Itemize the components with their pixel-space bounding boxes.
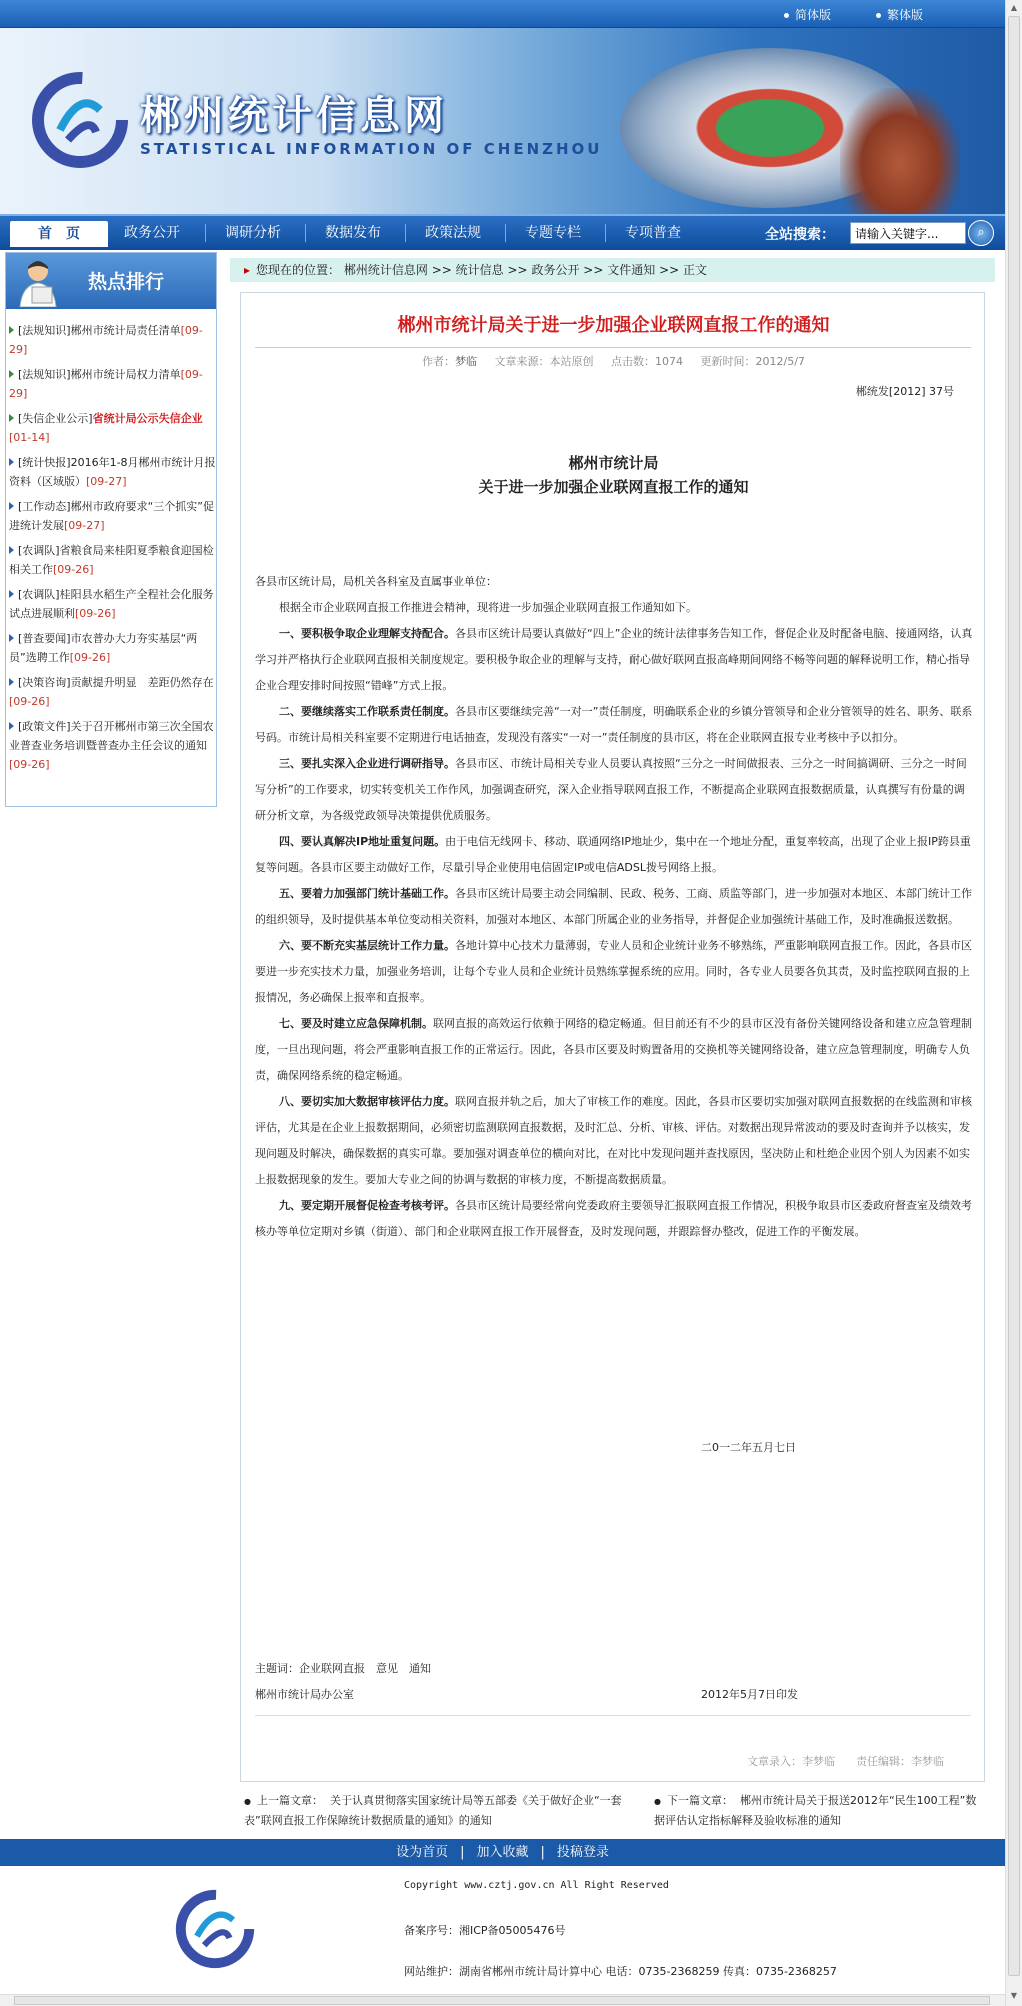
item-text: [政策文件]关于召开郴州市第三次全国农业普查业务培训暨普查办主任会议的通知 [9, 720, 214, 752]
hot-ranking-sidebar [5, 252, 217, 807]
item-text: [农调队]桂阳县水稻生产全程社会化服务试点进展顺利 [9, 588, 214, 620]
paragraph-text: 联网直报并轨之后，加大了审核工作的难度。因此，各县市区要切实加强对联网直报数据的在线监测和审核评估，尤其是在企业上报数据期间，必须密切监测联网直报数据，及时汇总、分析、审核、评估。对数据出现异常波动的要及时查询并予以核实，发现问题及时解决，确保数据的真实可靠。要加强对调查单位的横向对比，在对比中发现问题并查找原因，坚决防止和杜绝企业因个别人为因素不如实上报数据现象的发生。要加大专业之间的协调与数据的审核力度，不断提高数据质量。 [255, 1095, 972, 1186]
divider [255, 1715, 971, 1716]
list-item[interactable] [8, 409, 216, 447]
blue-arrow-icon [9, 590, 14, 598]
next-label: 下一篇文章： [666, 1794, 733, 1807]
paragraph [255, 1089, 973, 1193]
breadcrumb-sep: >> [659, 263, 680, 277]
scroll-down-icon[interactable]: ▼ [1010, 1991, 1018, 2000]
simplified-label: 简体版 [795, 8, 832, 22]
divider [255, 347, 971, 348]
paragraph-heading: 一、要积极争取企业理解支持配合。 [279, 627, 455, 640]
arrow-icon: ▸ [244, 263, 251, 277]
item-date: [09-26] [9, 695, 50, 708]
paragraph-heading: 八、要切实加大数据审核评估力度。 [279, 1095, 455, 1108]
search-button[interactable] [968, 220, 994, 246]
breadcrumb-notices[interactable]: 文件通知 [607, 263, 656, 277]
intro-paragraph: 根据全市企业联网直报工作推进会精神，现将进一步加强企业联网直报工作通知如下。 [279, 601, 697, 614]
source: 文章来源：本站原创 [494, 355, 594, 368]
article-credits [747, 1753, 944, 1769]
breadcrumb-current: 正文 [683, 263, 708, 277]
paragraph-heading: 二、要继续落实工作联系责任制度。 [279, 705, 455, 718]
traditional-label: 繁体版 [887, 8, 924, 22]
paragraph-text: 各地计算中心技术力量薄弱，专业人员和企业统计业务不够熟练，严重影响联网直报工作。因此，各县市区要进一步充实技术力量，加强业务培训，让每个专业人员和企业统计员熟练掌握系统的应用。同时，各专业人员要各负其责，及时监控联网直报的上报情况，务必确保上报率和直报率。 [255, 939, 972, 1004]
doc-title: 关于进一步加强企业联网直报工作的通知 [478, 478, 749, 496]
subject-words: 主题词：企业联网直报 意见 通知 [255, 1662, 431, 1675]
print-date: 2012年5月7日印发 [701, 1688, 798, 1701]
sculpture-image [840, 88, 960, 214]
article-meta [241, 353, 986, 369]
article-panel [240, 292, 985, 1782]
paragraph-text: 联网直报的高效运行依赖于网络的稳定畅通。但目前还有不少的县市区没有备份关键网络设备和建立应急管理制度，一旦出现问题，将会严重影响直报工作的正常运行。因此，各县市区要及时购置备用的交换机等关键网络设备，建立应急管理制度，明确专人负责，确保网络系统的稳定畅通。 [255, 1017, 972, 1082]
nav-research[interactable]: 调研分析 [225, 225, 281, 241]
item-date: [09-29] [9, 324, 203, 356]
site-banner [0, 28, 1005, 214]
scroll-thumb[interactable] [1008, 16, 1020, 1976]
item-date: [09-26] [69, 651, 111, 664]
item-text: [法规知识]郴州市统计局责任清单 [18, 324, 181, 337]
nav-policy[interactable]: 政策法规 [425, 225, 481, 241]
bullet-icon: ● [244, 1797, 251, 1806]
submit-login-link[interactable]: 投稿登录 [556, 1845, 609, 1860]
nav-census[interactable]: 专项普查 [625, 225, 681, 241]
search-input[interactable] [850, 222, 966, 244]
paragraph [255, 829, 973, 881]
paragraph-text: 各县市区统计局要经常向党委政府主要领导汇报联网直报工作情况，积极争取县市区委政府督查室及绩效考核办等单位定期对乡镇（街道）、部门和企业联网直报工作开展督查，及时发现问题，并跟踪督办整改，促进工作的平衡发展。 [255, 1199, 972, 1238]
list-item[interactable] [8, 717, 216, 774]
scroll-thumb[interactable] [14, 1996, 990, 2005]
nav-divider [205, 224, 206, 242]
update-time: 更新时间：2012/5/7 [700, 355, 805, 368]
blue-arrow-icon [9, 458, 14, 466]
item-text: [工作动态]郴州市政府要求“三个抓实”促进统计发展 [9, 500, 214, 532]
paragraph-heading: 四、要认真解决IP地址重复问题。 [279, 835, 446, 848]
breadcrumb [230, 258, 995, 282]
sidebar-header [6, 253, 216, 309]
breadcrumb-prefix: 您现在的位置： [256, 263, 341, 277]
blue-arrow-icon [9, 722, 14, 730]
prev-label: 上一篇文章： [256, 1794, 323, 1807]
vertical-scrollbar[interactable] [1005, 0, 1022, 2006]
blue-arrow-icon [9, 502, 14, 510]
nav-divider [305, 224, 306, 242]
list-item[interactable] [8, 453, 216, 491]
item-date: [09-29] [9, 368, 203, 400]
item-date: [01-14] [9, 431, 50, 444]
article-title: 郴州市统计局关于进一步加强企业联网直报工作的通知 [397, 315, 830, 336]
paragraph-text: 各县市区要继续完善“一对一”责任制度，明确联系企业的乡镇分管领导和企业分管领导的姓名、职务、联系号码。市统计局相关科室要不定期进行电话抽查，发现没有落实“一对一”责任制度的县市区，将在企业联网直报专业考核中予以扣分。 [255, 705, 973, 744]
set-homepage-link[interactable]: 设为首页 [396, 1845, 449, 1860]
item-date: [09-26] [75, 607, 116, 620]
blue-arrow-icon [9, 546, 14, 554]
breadcrumb-sep: >> [431, 263, 452, 277]
paragraph [255, 621, 973, 699]
sidebar-title: 热点排行 [88, 271, 165, 293]
paragraph-heading: 九、要定期开展督促检查考核考评。 [279, 1199, 455, 1212]
item-date: [09-26] [9, 758, 50, 771]
list-item[interactable] [8, 585, 216, 623]
item-date: [09-26] [53, 563, 94, 576]
doc-org: 郴州市统计局 [568, 454, 659, 472]
nav-government-affairs[interactable]: 政务公开 [124, 225, 180, 241]
site-title: 郴州统计信息网 [140, 93, 448, 139]
item-date: [09-27] [86, 475, 127, 488]
green-arrow-icon [9, 370, 14, 378]
hot-list [6, 309, 216, 774]
prev-next-nav [244, 1791, 986, 1831]
next-article [654, 1791, 984, 1830]
horizontal-scrollbar[interactable] [0, 1994, 1005, 2006]
item-date: [09-27] [64, 519, 105, 532]
nav-home[interactable]: 首 页 [10, 221, 108, 247]
blue-arrow-icon [9, 678, 14, 686]
main-nav [0, 214, 1005, 250]
list-item[interactable] [8, 365, 216, 403]
person-icon [14, 257, 62, 307]
search-label: 全站搜索： [765, 227, 835, 243]
breadcrumb-sep: >> [583, 263, 604, 277]
breadcrumb-stat-info[interactable]: 统计信息 [455, 263, 504, 277]
list-item[interactable] [8, 629, 216, 667]
nav-divider [405, 224, 406, 242]
author-label: 作者： [422, 355, 456, 368]
issuer: 郴州市统计局办公室 [255, 1688, 354, 1701]
next-article-link[interactable]: 郴州市统计局关于报送2012年“民生100工程”数据评估认定指标解释及验收标准的通知 [654, 1794, 977, 1827]
list-item[interactable] [8, 321, 216, 359]
list-item[interactable] [8, 497, 216, 535]
site-footer [0, 1866, 1005, 1994]
copyright: Copyright www.cztj.gov.cn All Right Reserved [404, 1880, 669, 1891]
green-arrow-icon [9, 414, 14, 422]
nav-divider [505, 224, 506, 242]
item-highlight: 省统计局公示失信企业 [92, 412, 203, 425]
item-text: [决策咨询]贡献提升明显 差距仍然存在 [18, 676, 214, 689]
scroll-up-icon[interactable]: ▲ [1010, 3, 1018, 12]
paragraph-text: 由于电信无线网卡、移动、联通网络IP地址少，集中在一个地址分配，重复率较高，出现了企业上报IP跨县重复等问题。各县市区要主动做好工作，尽量引导企业使用电信固定IP或电信ADSL拨号网络上报。 [255, 835, 971, 874]
breadcrumb-sep: >> [507, 263, 528, 277]
article-body [255, 569, 973, 1245]
paragraph [255, 1011, 973, 1089]
paragraph-text: 各县市区、市统计局相关专业人员要认真按照“三分之一时间做报表、三分之一时间搞调研、三分之一时间写分析”的工作要求，切实转变机关工作作风，加强调查研究，深入企业指导联网直报工作，不断提高企业联网直报数据质量，认真撰写有份量的调研分析文章，为各级党政领导决策提供优质服务。 [255, 757, 967, 822]
paragraph-heading: 六、要不断充实基层统计工作力量。 [279, 939, 455, 952]
paragraph [255, 933, 973, 1011]
footer-logo-icon [170, 1884, 260, 1974]
footer-links [0, 1839, 1005, 1866]
nav-data-release[interactable]: 数据发布 [325, 225, 381, 241]
paragraph-heading: 五、要着力加强部门统计基础工作。 [279, 887, 455, 900]
prev-article [244, 1791, 636, 1830]
search-icon: ⌕ [977, 225, 985, 240]
simplified-link[interactable] [784, 6, 831, 23]
paragraph [255, 751, 973, 829]
paragraph-heading: 七、要及时建立应急保障机制。 [279, 1017, 433, 1030]
traditional-link[interactable] [876, 6, 923, 23]
footer-sep: | [460, 1845, 465, 1860]
item-text: [统计快报]2016年1-8月郴州市统计月报资料（区域版） [9, 456, 216, 488]
document-number: 郴统发[2012] 37号 [855, 385, 954, 398]
click-count: 点击数：1074 [611, 355, 684, 368]
paragraph [255, 1193, 973, 1245]
nav-topics[interactable]: 专题专栏 [525, 225, 581, 241]
list-item[interactable] [8, 541, 216, 579]
bullet-icon [876, 13, 881, 18]
item-text: [普查要闻]市农普办大力夯实基层“两员”选聘工作 [9, 632, 198, 664]
paragraph-text: 各县市区统计局要认真做好“四上”企业的统计法律事务告知工作，督促企业及时配备电脑、接通网络，认真学习并严格执行企业联网直报相关制度规定。要积极争取企业的理解与支持，耐心做好联网直报高峰期间网络不畅等问题的解释说明工作，精心指导企业合理安排时间按照“错峰”方式上报。 [255, 627, 973, 692]
green-arrow-icon [9, 326, 14, 334]
breadcrumb-gov-affairs[interactable]: 政务公开 [531, 263, 580, 277]
entry-by: 文章录入：李梦临 [747, 1755, 836, 1768]
maintainer-info: 网站维护：湖南省郴州市统计局计算中心 电话：0735-2368259 传真：0735-2368257 [404, 1965, 837, 1978]
paragraph [255, 699, 973, 751]
footer-sep: | [540, 1845, 545, 1860]
add-favorite-link[interactable]: 加入收藏 [476, 1845, 529, 1860]
sign-date: 二0一二年五月七日 [701, 1441, 796, 1454]
icp-number: 备案序号：湘ICP备05005476号 [404, 1924, 566, 1937]
prev-article-link[interactable]: 关于认真贯彻落实国家统计局等五部委《关于做好企业“一套表”联网直报工作保障统计数据质量的通知》的通知 [244, 1794, 622, 1827]
doc-heading [241, 451, 986, 499]
breadcrumb-home[interactable]: 郴州统计信息网 [343, 263, 428, 277]
paragraph-text: 各县市区统计局要主动会同编制、民政、税务、工商、质监等部门，进一步加强对本地区、本部门统计工作的组织领导，及时提供基本单位变动相关资料，加强对本地区、本部门所属企业的业务指导，并督促企业加强统计基础工作，及时准确报送数据。 [255, 887, 972, 926]
list-item[interactable] [8, 673, 216, 711]
item-text: [失信企业公示] [18, 412, 93, 425]
author: 梦临 [455, 355, 478, 368]
salutation: 各县市区统计局，局机关各科室及直属事业单位： [255, 575, 497, 588]
item-text: [农调队]省粮食局来桂阳夏季粮食迎国检相关工作 [9, 544, 214, 576]
top-language-bar [0, 0, 1005, 28]
paragraph [255, 881, 973, 933]
bullet-icon [784, 13, 789, 18]
item-text: [法规知识]郴州市统计局权力清单 [18, 368, 181, 381]
nav-divider [605, 224, 606, 242]
site-logo-icon [30, 70, 130, 170]
site-subtitle: STATISTICAL INFORMATION OF CHENZHOU [140, 140, 603, 158]
blue-arrow-icon [9, 634, 14, 642]
editor: 责任编辑：李梦临 [856, 1755, 944, 1768]
bullet-icon: ● [654, 1797, 661, 1806]
paragraph-heading: 三、要扎实深入企业进行调研指导。 [279, 757, 455, 770]
